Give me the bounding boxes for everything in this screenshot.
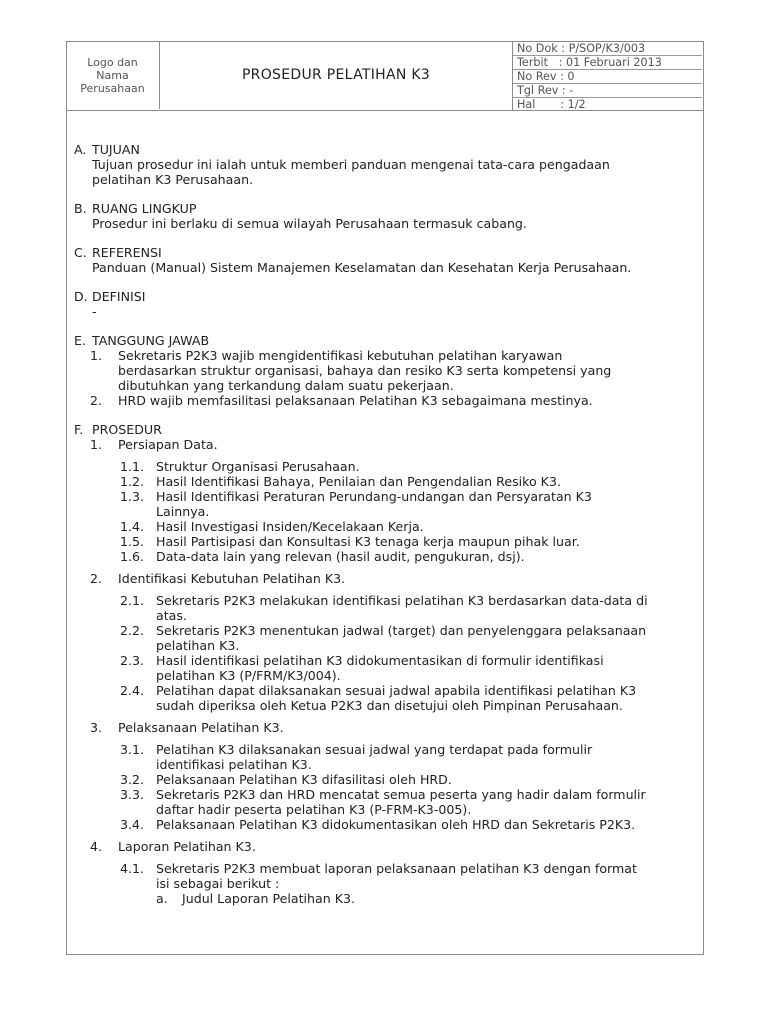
- meta-doc-number: No Dok : P/SOP/K3/003: [513, 42, 702, 56]
- alpha-list-item: [120, 891, 699, 906]
- list-number: 3.: [90, 720, 103, 735]
- sub-number: 1.3.: [120, 489, 145, 504]
- sub-number: 3.1.: [120, 742, 145, 757]
- meta-page: Hal : 1/2: [517, 98, 586, 111]
- section-letter: C.: [74, 245, 87, 260]
- section-title: PROSEDUR: [92, 422, 162, 437]
- sub-text: Hasil Investigasi Insiden/Kecelakaan Kerja.: [156, 519, 424, 534]
- logo-text-line: Nama: [96, 68, 129, 82]
- section-heading: [74, 289, 699, 304]
- sub-text: Data-data lain yang relevan (hasil audit, pengukuran, dsj).: [156, 549, 525, 564]
- section-heading: [74, 245, 699, 260]
- sub-text: Sekretaris P2K3 melakukan identifikasi pelatihan K3 berdasarkan data-data di: [156, 593, 648, 608]
- sub-text: Sekretaris P2K3 menentukan jadwal (target) dan penyelenggara pelaksanaan: [156, 623, 647, 638]
- sub-text: identifikasi pelatihan K3.: [156, 757, 312, 772]
- section-text: Tujuan prosedur ini ialah untuk memberi panduan mengenai tata-cara pengadaan: [92, 157, 610, 172]
- sub-text: Pelatihan dapat dilaksanakan sesuai jadwal apabila identifikasi pelatihan K3: [156, 683, 637, 698]
- sub-number: 2.3.: [120, 653, 145, 668]
- sub-list-item: [120, 623, 699, 653]
- sub-list: [74, 593, 699, 713]
- sub-list-item: [120, 593, 699, 623]
- list-text: dibutuhkan yang terkandung dalam suatu pekerjaan.: [118, 378, 454, 393]
- sub-list-item: [120, 474, 699, 489]
- sub-number: 3.3.: [120, 787, 145, 802]
- section-text: Prosedur ini berlaku di semua wilayah Perusahaan termasuk cabang.: [92, 216, 527, 231]
- list-number: 2.: [90, 393, 103, 408]
- section-letter: E.: [74, 333, 86, 348]
- list-number: 1.: [90, 437, 103, 452]
- document-meta-table: [512, 42, 702, 111]
- logo-text-line: Logo dan: [87, 55, 138, 69]
- section-letter: B.: [74, 201, 87, 216]
- section-text: pelatihan K3 Perusahaan.: [92, 172, 254, 187]
- company-logo-placeholder: [66, 41, 160, 109]
- sub-text: Lainnya.: [156, 504, 210, 519]
- list-text: HRD wajib memfasilitasi pelaksanaan Pelatihan K3 sebagaimana mestinya.: [118, 393, 593, 408]
- sub-number: 2.4.: [120, 683, 145, 698]
- sub-number: 3.2.: [120, 772, 145, 787]
- procedure-step: [74, 571, 699, 586]
- sub-list: [74, 459, 699, 564]
- list-number: 2.: [90, 571, 103, 586]
- section-heading: [74, 333, 699, 348]
- section-title: RUANG LINGKUP: [92, 201, 197, 216]
- sub-list: [74, 861, 699, 906]
- sub-number: 1.4.: [120, 519, 145, 534]
- sub-text: Hasil Partisipasi dan Konsultasi K3 tenaga kerja maupun pihak luar.: [156, 534, 580, 549]
- sub-text: daftar hadir peserta pelatihan K3 (P-FRM-K3-005).: [156, 802, 472, 817]
- sub-number: 1.1.: [120, 459, 145, 474]
- list-number: 4.: [90, 839, 103, 854]
- sub-list-item: [120, 489, 699, 519]
- procedure-step: [74, 720, 699, 735]
- sub-list-item: [120, 653, 699, 683]
- step-title: Pelaksanaan Pelatihan K3.: [118, 720, 284, 735]
- sub-number: 1.2.: [120, 474, 145, 489]
- sub-number: 2.1.: [120, 593, 145, 608]
- meta-revision-date: Tgl Rev : -: [513, 84, 702, 98]
- section-tanggung-jawab: [74, 333, 699, 408]
- sub-list-item: [120, 861, 699, 891]
- document-header: [66, 41, 704, 111]
- sub-number: 1.6.: [120, 549, 145, 564]
- sub-list-item: [120, 519, 699, 534]
- sub-list-item: [120, 683, 699, 713]
- list-text: berdasarkan struktur organisasi, bahaya dan resiko K3 serta kompetensi yang: [118, 363, 612, 378]
- section-tujuan: [74, 142, 699, 187]
- meta-revision: No Rev : 0: [513, 70, 702, 84]
- list-item: [74, 393, 699, 408]
- section-heading: [74, 142, 699, 157]
- alpha-letter: a.: [156, 891, 168, 906]
- sub-number: 2.2.: [120, 623, 145, 638]
- step-title: Identifikasi Kebutuhan Pelatihan K3.: [118, 571, 346, 586]
- alpha-text: Judul Laporan Pelatihan K3.: [182, 891, 355, 906]
- procedure-step: [74, 839, 699, 854]
- sub-text: Struktur Organisasi Perusahaan.: [156, 459, 360, 474]
- sub-list-item: [120, 742, 699, 772]
- meta-issue-date: Terbit : 01 Februari 2013: [513, 56, 702, 70]
- section-title: TUJUAN: [92, 142, 140, 157]
- sub-text: Hasil Identifikasi Bahaya, Penilaian dan Pengendalian Resiko K3.: [156, 474, 561, 489]
- list-number: 1.: [90, 348, 103, 363]
- section-heading: [74, 422, 699, 437]
- section-title: REFERENSI: [92, 245, 162, 260]
- sub-text: pelatihan K3.: [156, 638, 240, 653]
- list-item: [74, 348, 699, 393]
- section-heading: [74, 201, 699, 216]
- sub-text: Pelaksanaan Pelatihan K3 difasilitasi oleh HRD.: [156, 772, 452, 787]
- sub-list-item: [120, 549, 699, 564]
- procedure-step: [74, 437, 699, 452]
- sub-text: Sekretaris P2K3 dan HRD mencatat semua peserta yang hadir dalam formulir: [156, 787, 646, 802]
- section-title: DEFINISI: [92, 289, 146, 304]
- sub-text: atas.: [156, 608, 187, 623]
- sub-list-item: [120, 534, 699, 549]
- section-prosedur: [74, 422, 699, 906]
- sub-text: Pelaksanaan Pelatihan K3 didokumentasikan oleh HRD dan Sekretaris P2K3.: [156, 817, 636, 832]
- document-title: PROSEDUR PELATIHAN K3: [241, 67, 431, 83]
- section-letter: D.: [74, 289, 88, 304]
- document-body: [74, 142, 699, 920]
- section-title: TANGGUNG JAWAB: [92, 333, 210, 348]
- sub-text: Sekretaris P2K3 membuat laporan pelaksanaan pelatihan K3 dengan format: [156, 861, 637, 876]
- sub-text: Hasil Identifikasi Peraturan Perundang-undangan dan Persyaratan K3: [156, 489, 592, 504]
- sub-number: 1.5.: [120, 534, 145, 549]
- sub-text: Pelatihan K3 dilaksanakan sesuai jadwal yang terdapat pada formulir: [156, 742, 593, 757]
- list-text: Sekretaris P2K3 wajib mengidentifikasi kebutuhan pelatihan karyawan: [118, 348, 563, 363]
- logo-text-line: Perusahaan: [80, 81, 145, 95]
- sub-text: sudah diperiksa oleh Ketua P2K3 dan disetujui oleh Pimpinan Perusahaan.: [156, 698, 623, 713]
- sub-text: isi sebagai berikut :: [156, 876, 280, 891]
- sub-number: 3.4.: [120, 817, 145, 832]
- section-text: Panduan (Manual) Sistem Manajemen Keselamatan dan Kesehatan Kerja Perusahaan.: [92, 260, 632, 275]
- section-ruang-lingkup: [74, 201, 699, 231]
- sub-list-item: [120, 459, 699, 474]
- sub-text: Hasil identifikasi pelatihan K3 didokumentasikan di formulir identifikasi: [156, 653, 604, 668]
- sub-list-item: [120, 772, 699, 787]
- section-letter: F.: [74, 422, 84, 437]
- sub-number: 4.1.: [120, 861, 145, 876]
- sub-list: [74, 742, 699, 832]
- sub-list-item: [120, 787, 699, 817]
- sub-list-item: [120, 817, 699, 832]
- step-title: Laporan Pelatihan K3.: [118, 839, 256, 854]
- section-definisi: [74, 289, 699, 319]
- step-title: Persiapan Data.: [118, 437, 218, 452]
- section-letter: A.: [74, 142, 87, 157]
- sub-text: pelatihan K3 (P/FRM/K3/004).: [156, 668, 341, 683]
- section-text: -: [92, 304, 97, 319]
- section-referensi: [74, 245, 699, 275]
